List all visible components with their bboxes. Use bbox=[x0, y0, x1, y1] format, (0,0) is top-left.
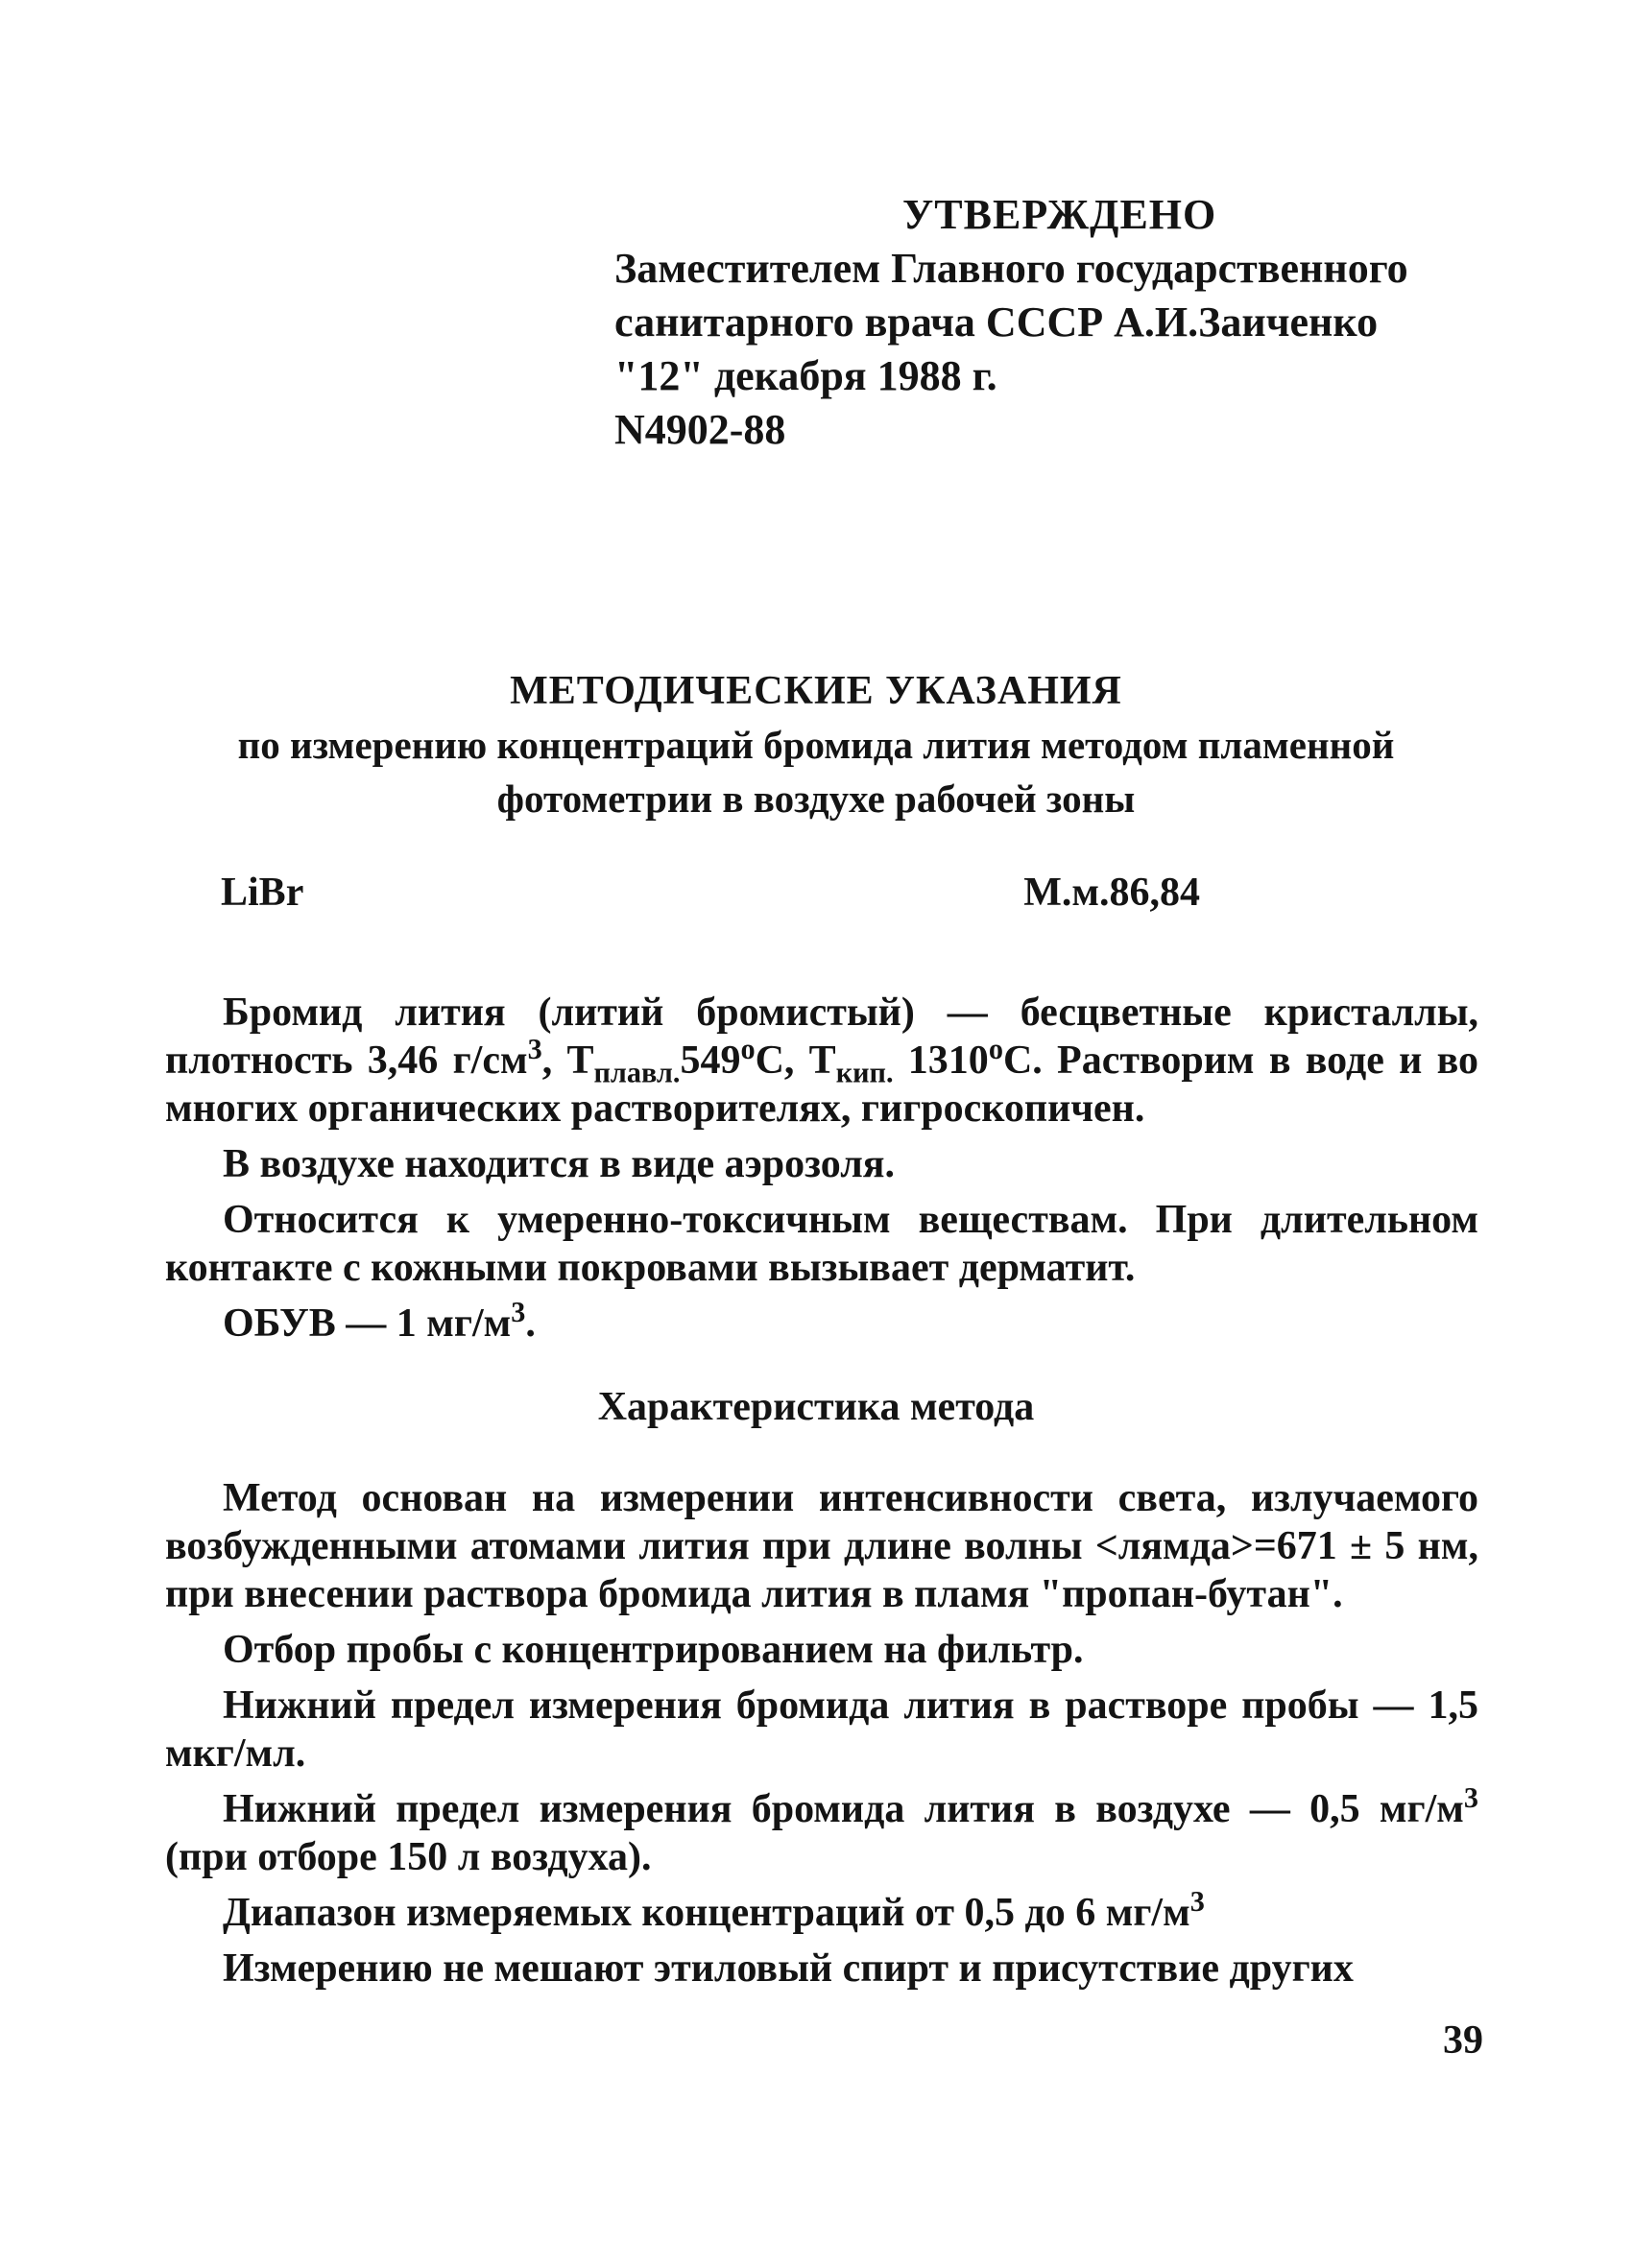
approval-line: Заместителем Главного государственного bbox=[614, 245, 1408, 292]
page-number: 39 bbox=[1443, 2018, 1483, 2063]
approval-number: N4902-88 bbox=[614, 406, 786, 453]
method-paragraph: Измерению не мешают этиловый спирт и присутствие других bbox=[223, 1946, 1354, 1991]
approval-line: санитарного врача СССР А.И.Заиченко bbox=[614, 298, 1379, 346]
title-subtitle: по измерению концентраций бромида лития методом пламенной bbox=[237, 723, 1395, 767]
exposure-limit: ОБУВ — 1 $мг/м^3$. bbox=[223, 1296, 536, 1346]
approval-heading: УТВЕРЖДЕНО bbox=[902, 191, 1217, 238]
method-paragraph: Нижний предел измерения бромида лития в растворе пробы — 1,5 мкг/мл. bbox=[165, 1683, 1478, 1776]
approval-date: "12" декабря 1988 г. bbox=[614, 352, 997, 399]
method-section bbox=[165, 1474, 1478, 2000]
molar-mass: М.м.86,84 bbox=[1023, 871, 1200, 915]
title-subtitle: фотометрии в воздухе рабочей зоны bbox=[496, 776, 1136, 821]
method-paragraph: Нижний предел измерения бромида лития в воздухе — 0,5 $мг/м^3$ (при отборе 150 л воздуха). bbox=[165, 1781, 1478, 1879]
method-paragraph: Диапазон измеряемых концентраций от 0,5 до 6 $мг/м^3$ bbox=[223, 1885, 1205, 1935]
document-title bbox=[144, 664, 1488, 825]
intro-paragraph: В воздухе находится в виде аэрозоля. bbox=[223, 1142, 896, 1186]
title-main: МЕТОДИЧЕСКИЕ УКАЗАНИЯ bbox=[510, 669, 1122, 713]
intro-paragraph: Относится к умеренно-токсичным веществам. При длительном контакте с кожными покровами вызывает дерматит. bbox=[165, 1198, 1478, 1290]
method-paragraph: Отбор пробы с концентрированием на фильтр. bbox=[223, 1628, 1084, 1672]
section-heading: Характеристика метода bbox=[597, 1385, 1035, 1429]
intro-section bbox=[165, 989, 1478, 1355]
approval-block bbox=[614, 188, 1478, 457]
chemical-formula: LiBr bbox=[221, 871, 304, 915]
intro-paragraph: Бромид лития (литий бромистый) — бесцветные кристаллы, плотность 3,46 $г/см^3$, $Т_{плавл.}549^оС$, $Т_{кип.}$ $1310^оС$. Растворим в воде и во многих органических растворителях, гигроскопичен. bbox=[165, 991, 1478, 1131]
method-paragraph: Метод основан на измерении интенсивности света, излучаемого возбужденными атомами лития при длине волны <лямда>=671 ± 5 нм, при внесении раствора бромида лития в пламя "пропан-бутан". bbox=[165, 1476, 1478, 1616]
